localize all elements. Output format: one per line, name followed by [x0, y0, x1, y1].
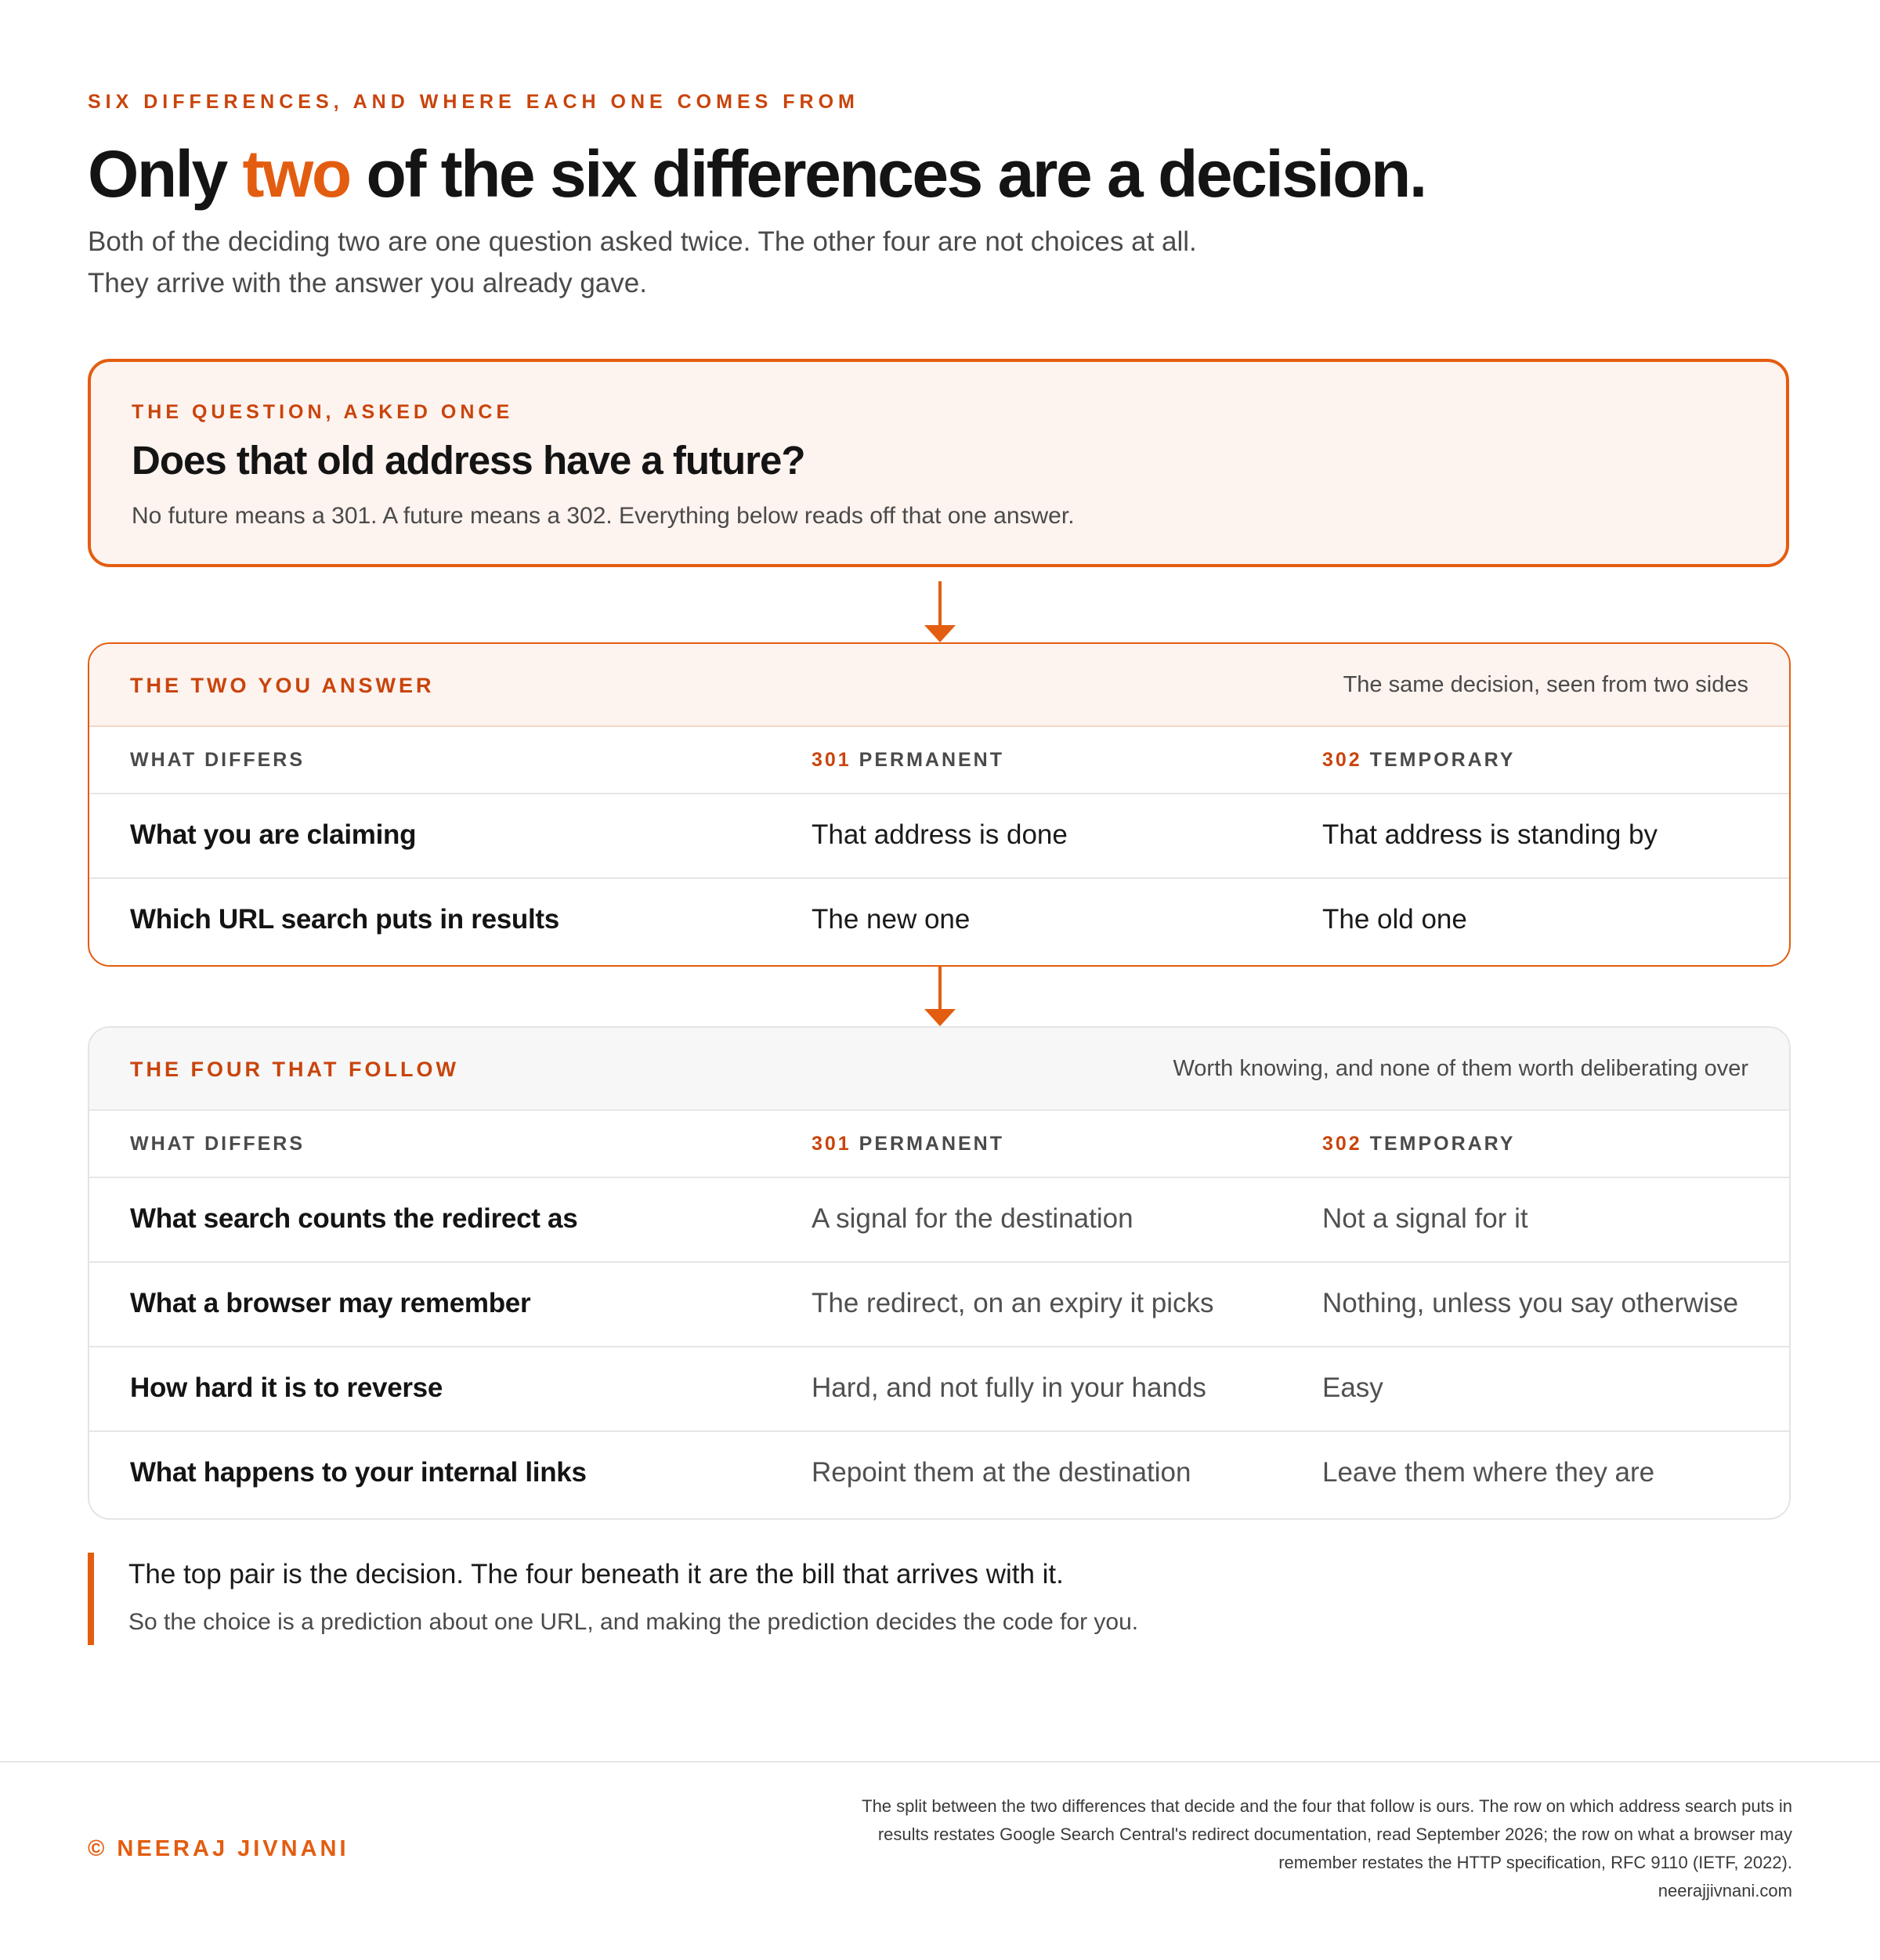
headline-before: Only — [88, 137, 243, 211]
row-temporary: The old one — [1322, 904, 1467, 935]
kind-302: TEMPORARY — [1369, 749, 1516, 771]
table-row — [89, 1432, 1789, 1517]
footer-note-line: results restates Google Search Central's redirect documentation, read September 2026; the row on what a browser may — [877, 1824, 1792, 1844]
col-301 — [812, 749, 1004, 772]
column-headers — [89, 727, 1789, 794]
row-permanent: The new one — [812, 904, 971, 935]
footer-divider — [0, 1761, 1880, 1763]
down-arrow-icon — [924, 967, 956, 1026]
table-row — [89, 1178, 1789, 1263]
row-temporary: That address is standing by — [1322, 819, 1658, 850]
row-differs: What a browser may remember — [130, 1288, 531, 1318]
table-row — [89, 794, 1789, 879]
row-differs: What search counts the redirect as — [130, 1203, 578, 1234]
row-temporary: Leave them where they are — [1322, 1457, 1655, 1488]
row-permanent: Hard, and not fully in your hands — [812, 1372, 1206, 1403]
table-header — [89, 644, 1789, 727]
question-label: THE QUESTION, ASKED ONCE — [132, 401, 514, 423]
eyebrow: SIX DIFFERENCES, AND WHERE EACH ONE COMES FROM — [88, 91, 859, 113]
down-arrow-icon — [924, 581, 956, 642]
row-permanent: Repoint them at the destination — [812, 1457, 1191, 1488]
headline-accent: two — [242, 137, 350, 211]
footer-link[interactable]: neerajjivnani.com — [1658, 1881, 1792, 1900]
table-row — [89, 879, 1789, 964]
row-permanent: That address is done — [812, 819, 1068, 850]
table-title: THE TWO YOU ANSWER — [130, 674, 435, 697]
row-temporary: Not a signal for it — [1322, 1203, 1528, 1234]
footer-note-line: The split between the two differences that decide and the four that follow is ours. The row on which address search puts in — [862, 1796, 1792, 1816]
row-differs: How hard it is to reverse — [130, 1372, 443, 1403]
question-subtext: No future means a 301. A future means a 302. Everything below reads off that one answer. — [132, 503, 1075, 529]
table-note: Worth knowing, and none of them worth deliberating over — [1173, 1056, 1748, 1081]
table-row — [89, 1263, 1789, 1347]
row-differs: What you are claiming — [130, 819, 417, 850]
col-302 — [1322, 1133, 1515, 1155]
question-text: Does that old address have a future? — [132, 438, 805, 483]
intro-line: They arrive with the answer you already gave. — [88, 268, 647, 298]
row-temporary: Easy — [1322, 1372, 1383, 1403]
col-what-differs: WHAT DIFFERS — [130, 1133, 306, 1155]
kind-301: PERMANENT — [859, 1133, 1005, 1155]
pull-quote-line2: So the choice is a prediction about one URL, and making the prediction decides the code for you. — [128, 1609, 1139, 1635]
col-301 — [812, 1133, 1004, 1155]
page-title — [88, 135, 1426, 213]
question-box — [88, 359, 1789, 567]
kind-302: TEMPORARY — [1369, 1133, 1516, 1155]
intro-line: Both of the deciding two are one question asked twice. The other four are not choices at all. — [88, 226, 1197, 257]
four-that-follow-table — [88, 1026, 1791, 1520]
row-differs: What happens to your internal links — [130, 1457, 587, 1488]
row-permanent: A signal for the destination — [812, 1203, 1133, 1234]
table-header — [89, 1028, 1789, 1111]
footer-notes — [696, 1792, 1792, 1905]
code-302: 302 — [1322, 749, 1362, 771]
table-row — [89, 1347, 1789, 1432]
table-title: THE FOUR THAT FOLLOW — [130, 1058, 459, 1081]
code-301: 301 — [812, 749, 851, 771]
intro — [88, 221, 1197, 304]
row-permanent: The redirect, on an expiry it picks — [812, 1288, 1214, 1318]
column-headers — [89, 1111, 1789, 1178]
row-temporary: Nothing, unless you say otherwise — [1322, 1288, 1739, 1318]
kind-301: PERMANENT — [859, 749, 1005, 771]
footer-note-line: remember restates the HTTP specification, RFC 9110 (IETF, 2022). — [1278, 1853, 1792, 1872]
code-302: 302 — [1322, 1133, 1362, 1155]
row-differs: Which URL search puts in results — [130, 904, 559, 935]
headline-after: of the six differences are a decision. — [349, 137, 1426, 211]
code-301: 301 — [812, 1133, 851, 1155]
footer-brand: © NEERAJ JIVNANI — [88, 1836, 349, 1861]
table-note: The same decision, seen from two sides — [1343, 672, 1748, 697]
col-what-differs: WHAT DIFFERS — [130, 749, 306, 771]
col-302 — [1322, 749, 1515, 772]
pull-quote-line1: The top pair is the decision. The four beneath it are the bill that arrives with it. — [128, 1559, 1064, 1589]
pull-quote — [88, 1553, 1139, 1645]
two-you-answer-table — [88, 642, 1791, 967]
